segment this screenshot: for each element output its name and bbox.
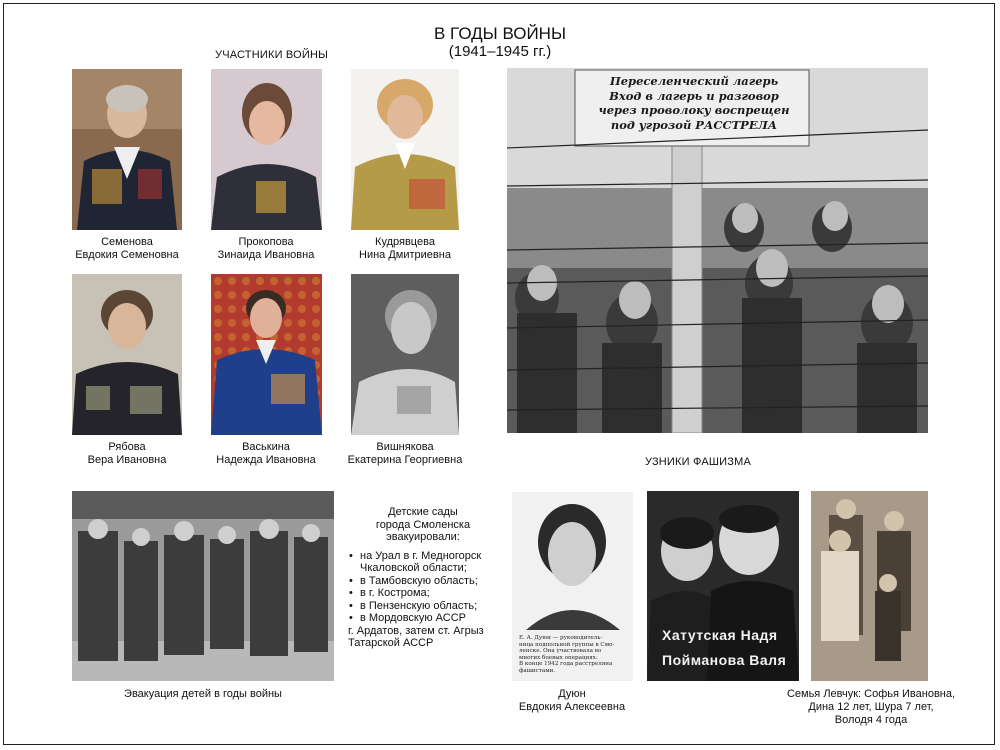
destination-item: • на Урал в г. Медногорск [360, 550, 498, 563]
levchuk-line3: Володя 4 года [834, 714, 908, 726]
levchuk-line1: Семья Левчук: Софья Ивановна, [786, 688, 956, 700]
sign-line-1: Переселенческий лагерь [609, 74, 779, 88]
page-subtitle: (1941–1945 гг.) [448, 43, 552, 60]
portrait-vaskina [211, 274, 322, 435]
surname-kudryavtseva: Кудрявцева [375, 236, 435, 248]
name-vishnyakova: Екатерина Георгиевна [347, 454, 463, 466]
intro-line-1: Детские сады [388, 506, 458, 518]
children-name-line2: Пойманова Валя [662, 652, 787, 668]
caption-ryabova [62, 441, 192, 467]
caption-vaskina [201, 441, 331, 467]
evacuation-photo [72, 491, 334, 681]
surname-duyun: Дуюн [558, 688, 586, 700]
duyun-document-text [519, 635, 629, 675]
name-duyun: Евдокия Алексеевна [518, 701, 626, 713]
evacuation-intro [348, 506, 498, 544]
evacuation-caption: Эвакуация детей в годы войны [124, 688, 282, 700]
doc-line: многих боевых операциях. [519, 654, 598, 661]
destination-item: • в Пензенскую область; [360, 600, 498, 613]
destination-item: г. Ардатов, затем ст. Агрыз [348, 624, 484, 637]
surname-semenova: Семенова [101, 236, 153, 248]
levchuk-line2: Дина 12 лет, Шура 7 лет, [808, 701, 934, 713]
levchuk-family-photo [811, 491, 928, 681]
doc-line: фашистами. [519, 667, 556, 674]
portrait-semenova [72, 69, 182, 230]
destination-item: Чкаловской области; [360, 562, 467, 574]
caption-prokopova [201, 236, 331, 262]
portrait-vishnyakova [351, 274, 459, 435]
doc-line: ница подпольной группы в Смо- [519, 641, 615, 648]
portrait-kudryavtseva [351, 69, 459, 230]
sign-line-4: под угрозой РАССТРЕЛА [610, 117, 778, 132]
name-vaskina: Надежда Ивановна [216, 454, 316, 466]
page-title: В ГОДЫ ВОЙНЫ [434, 24, 566, 43]
intro-line-2: города Смоленска [375, 518, 471, 531]
doc-line: ленске. Она участвовала во [519, 648, 602, 655]
portrait-prokopova [211, 69, 322, 230]
surname-ryabova: Рябова [108, 441, 146, 453]
prisoners-section-label: УЗНИКИ ФАШИЗМА [645, 456, 752, 468]
caption-kudryavtseva [340, 236, 470, 262]
sign-line-3: через проволоку воспрещен [598, 103, 790, 118]
caption-semenova [62, 236, 192, 262]
destination-list [348, 550, 498, 650]
name-kudryavtseva: Нина Дмитриевна [359, 249, 451, 261]
name-ryabova: Вера Ивановна [87, 454, 167, 466]
destination-item: Татарской АССР [348, 637, 434, 649]
destination-item: • в Тамбовскую область; [360, 575, 498, 588]
evacuation-destinations [348, 506, 498, 650]
portrait-ryabova [72, 274, 182, 435]
sign-line-2: Вход в лагерь и разговор [609, 88, 779, 103]
caption-duyun [497, 688, 647, 714]
caption-vishnyakova [330, 441, 480, 467]
name-prokopova: Зинаида Ивановна [217, 249, 315, 261]
doc-line: В конце 1942 года расстреляна [519, 661, 613, 668]
surname-vishnyakova: Вишнякова [376, 441, 434, 453]
destination-item: • в г. Кострома; [360, 587, 498, 600]
intro-line-3: эвакуировали: [386, 531, 460, 543]
surname-prokopova: Прокопова [238, 236, 294, 248]
name-semenova: Евдокия Семеновна [75, 249, 179, 261]
doc-line: Е. А. Дуюн — руководитель- [519, 635, 603, 641]
children-name-line1: Хатутская Надя [662, 627, 778, 643]
caption-levchuk [776, 688, 966, 727]
participants-section-label: УЧАСТНИКИ ВОЙНЫ [215, 49, 329, 61]
destination-item: • в Мордовскую АССР [360, 612, 498, 625]
camp-sign-text [578, 74, 810, 132]
surname-vaskina: Васькина [242, 441, 290, 453]
